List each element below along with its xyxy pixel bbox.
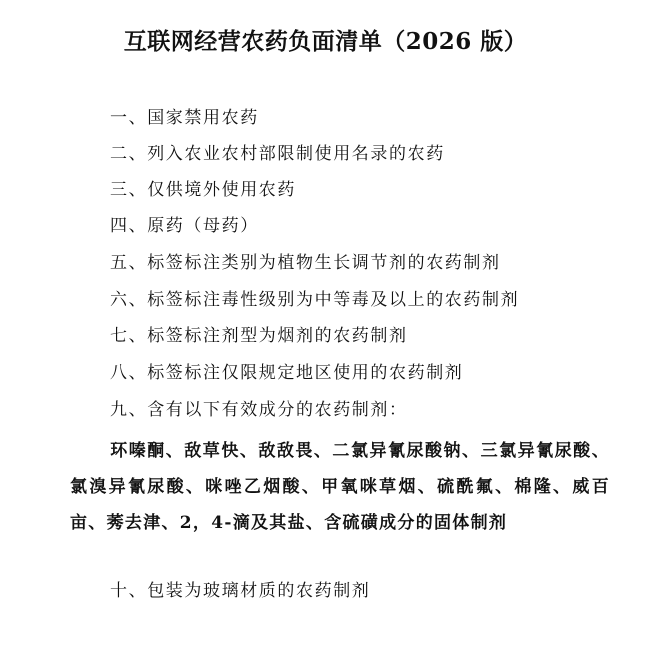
list-item-6: 六、标签标注毒性级别为中等毒及以上的农药制剂: [110, 290, 520, 310]
list-item-7: 七、标签标注剂型为烟剂的农药制剂: [110, 326, 408, 346]
list-item-2: 二、列入农业农村部限制使用名录的农药: [110, 144, 445, 164]
ingredients-paragraph: [70, 433, 610, 541]
list-item-1: 一、国家禁用农药: [110, 108, 259, 128]
list-item-8: 八、标签标注仅限规定地区使用的农药制剂: [110, 363, 464, 383]
list-item-5: 五、标签标注类别为植物生长调节剂的农药制剂: [110, 253, 501, 273]
list-item-4: 四、原药（母药）: [110, 216, 259, 236]
document-title: 互联网经营农药负面清单（2026 版）: [123, 28, 528, 55]
list-item-3: 三、仅供境外使用农药: [110, 180, 296, 200]
list-item-9: 九、含有以下有效成分的农药制剂：: [110, 400, 408, 420]
ingredients-text: 环嗪酮、敌草快、敌敌畏、二氯异氰尿酸钠、三氯异氰尿酸、氯溴异氰尿酸、咪唑乙烟酸、甲氧咪草烟、硫酰氟、棉隆、威百亩、莠去津、2，4-滴及其盐、含硫磺成分的固体制剂: [70, 441, 610, 533]
list-item-10: 十、包装为玻璃材质的农药制剂: [110, 581, 371, 601]
